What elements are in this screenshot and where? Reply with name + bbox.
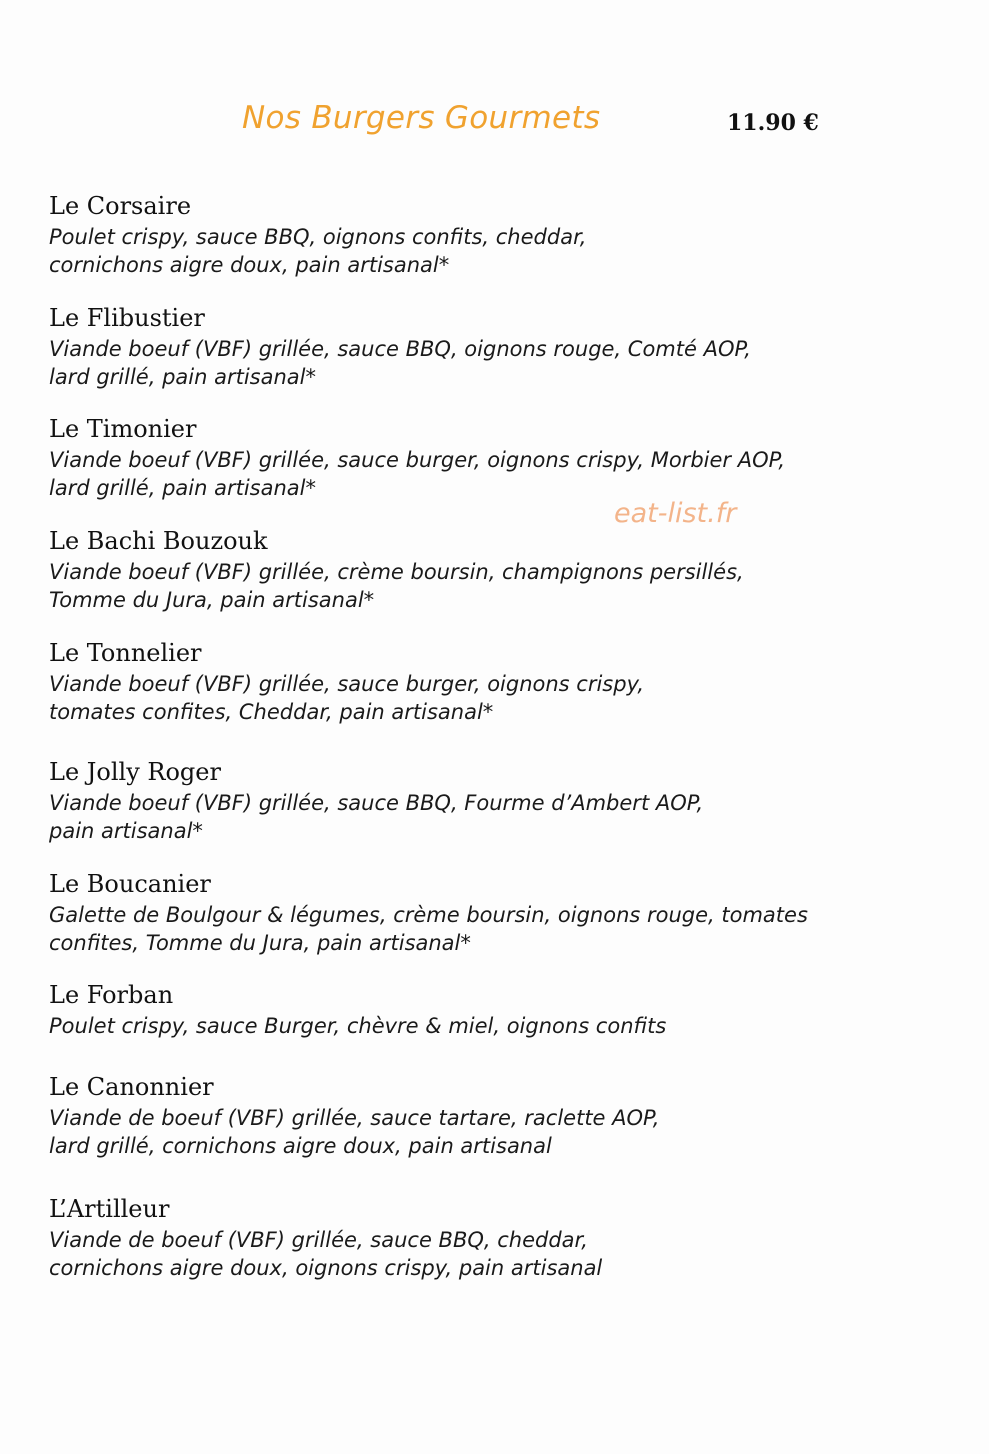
- item-description: Poulet crispy, sauce BBQ, oignons confits, cheddar, cornichons aigre doux, pain artisanal*: [49, 225, 587, 277]
- item-description: Viande boeuf (VBF) grillée, sauce BBQ, oignons rouge, Comté AOP, lard grillé, pain artisanal*: [49, 337, 751, 389]
- menu-item: [49, 526, 949, 614]
- item-description: Galette de Boulgour & légumes, crème boursin, oignons rouge, tomates confites, Tomme du Jura, pain artisanal*: [49, 903, 808, 955]
- item-description: Viande boeuf (VBF) grillée, sauce BBQ, Fourme d’Ambert AOP, pain artisanal*: [49, 791, 704, 843]
- item-name: Le Boucanier: [49, 870, 211, 898]
- menu-price: 11.90 €: [727, 110, 819, 136]
- item-name: Le Forban: [49, 981, 174, 1009]
- item-description: Viande de boeuf (VBF) grillée, sauce BBQ, cheddar, cornichons aigre doux, oignons crispy, pain artisanal: [49, 1228, 603, 1280]
- item-name: Le Flibustier: [49, 304, 205, 332]
- item-name: Le Canonnier: [49, 1073, 214, 1101]
- item-description: Viande boeuf (VBF) grillée, crème boursin, champignons persillés, Tomme du Jura, pain artisanal*: [49, 560, 744, 612]
- item-description: Viande de boeuf (VBF) grillée, sauce tartare, raclette AOP, lard grillé, cornichons aigre doux, pain artisanal: [49, 1106, 660, 1158]
- menu-item: [49, 414, 949, 502]
- item-description: Viande boeuf (VBF) grillée, sauce burger, oignons crispy, tomates confites, Cheddar, pain artisanal*: [49, 672, 645, 724]
- menu-item: [49, 980, 949, 1040]
- menu-title: Nos Burgers Gourmets: [242, 100, 601, 136]
- item-name: L’Artilleur: [49, 1195, 170, 1223]
- item-name: Le Bachi Bouzouk: [49, 527, 268, 555]
- menu-item: [49, 757, 949, 845]
- item-description: Poulet crispy, sauce Burger, chèvre & miel, oignons confits: [49, 1014, 667, 1038]
- menu-item: [49, 1194, 949, 1282]
- item-name: Le Jolly Roger: [49, 758, 221, 786]
- menu-item: [49, 303, 949, 391]
- menu-item: [49, 638, 949, 726]
- menu-item: [49, 191, 949, 279]
- item-name: Le Timonier: [49, 415, 197, 443]
- menu-item: [49, 869, 949, 957]
- menu-item: [49, 1072, 949, 1160]
- watermark-text: eat-list.fr: [614, 498, 737, 529]
- item-description: Viande boeuf (VBF) grillée, sauce burger, oignons crispy, Morbier AOP, lard grillé, pain artisanal*: [49, 448, 786, 500]
- item-name: Le Tonnelier: [49, 639, 202, 667]
- item-name: Le Corsaire: [49, 192, 192, 220]
